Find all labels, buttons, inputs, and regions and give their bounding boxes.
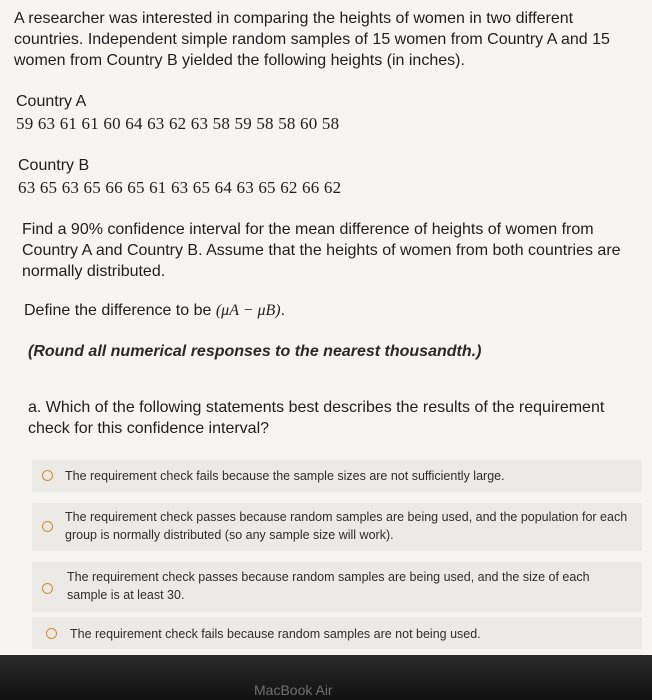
definition-math: (μA − μB) bbox=[215, 302, 281, 319]
radio-icon[interactable] bbox=[46, 628, 57, 639]
definition-suffix: . bbox=[280, 302, 286, 319]
part-a-question: a. Which of the following statements best describes the results of the requirement check for this confidence interval? bbox=[28, 399, 605, 437]
definition-prefix: Define the difference to be bbox=[24, 302, 216, 319]
option-2[interactable] bbox=[32, 503, 642, 551]
option-4[interactable] bbox=[32, 617, 642, 649]
country-a-label: Country A bbox=[16, 93, 87, 110]
country-b-data: 63 65 63 65 66 65 61 63 65 64 63 65 62 66 62 bbox=[18, 178, 342, 197]
option-4-text: The requirement check fails because random samples are not being used. bbox=[70, 627, 481, 641]
country-b-label: Country B bbox=[18, 157, 90, 174]
option-3-text: The requirement check passes because random samples are being used, and the size of each sample is at least 30. bbox=[67, 570, 590, 602]
device-brand-label: MacBook Air bbox=[254, 682, 333, 698]
rounding-note: (Round all numerical responses to the nearest thousandth.) bbox=[28, 343, 482, 360]
option-1[interactable] bbox=[32, 460, 642, 492]
radio-icon[interactable] bbox=[42, 470, 53, 481]
radio-icon[interactable] bbox=[42, 521, 53, 532]
option-1-text: The requirement check fails because the sample sizes are not sufficiently large. bbox=[65, 469, 505, 483]
radio-icon[interactable] bbox=[42, 583, 53, 594]
option-2-text: The requirement check passes because random samples are being used, and the population for each group is normally distributed (so any sample size will work). bbox=[65, 510, 628, 542]
task-text: Find a 90% confidence interval for the mean difference of heights of women from Country A and Country B. Assume that the heights of women from both countries are normally distributed. bbox=[22, 221, 621, 280]
option-3[interactable] bbox=[32, 562, 642, 612]
country-a-data: 59 63 61 61 60 64 63 62 63 58 59 58 58 60 58 bbox=[16, 114, 340, 133]
question-intro: A researcher was interested in comparing the heights of women in two different countries. Independent simple random samples of 15 women from Country A and 15 women from Country B yielded the following heights (in inches). bbox=[14, 10, 610, 69]
difference-definition bbox=[24, 300, 624, 321]
